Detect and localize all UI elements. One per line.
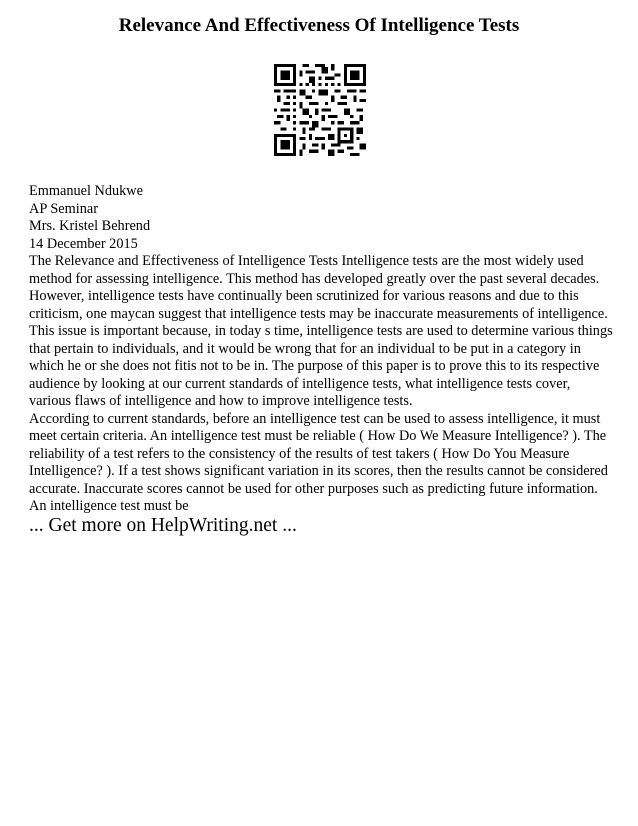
document-title: Relevance And Effectiveness Of Intelligence Tests — [118, 15, 520, 36]
document-body — [29, 183, 614, 516]
qr-code-icon — [274, 64, 366, 156]
author-name: Emmanuel Ndukwe — [29, 183, 143, 199]
course-name: AP Seminar — [29, 200, 98, 217]
paragraph-intro: The Relevance and Effectiveness of Intelligence Tests Intelligence tests are the most widely used method for assessing intelligence. This method has developed greatly over the past several decades. However, intelligence tests have continually been scrutinized for various reasons and due to this criticism, one maycan suggest that intelligence tests may be inaccurate measurements of intelligence. This issue is important because, in today s time, intelligence tests are used to determine various things that pertain to individuals, and it would be wrong that for an individual to be put in a category in which he or she does not fitis not to be in. The purpose of this paper is to prove this to its respective audience by looking at our current standards of intelligence tests, what intelligence tests cover, various flaws of intelligence and how to improve intelligence tests. — [29, 253, 613, 409]
teacher-name: Mrs. Kristel Behrend — [29, 218, 151, 234]
get-more-link[interactable]: ... Get more on HelpWriting.net ... — [29, 515, 297, 536]
document-date: 14 December 2015 — [29, 235, 138, 252]
paragraph-standards: According to current standards, before an intelligence test can be used to assess intelligence, it must meet certain criteria. An intelligence test must be reliable ( How Do We Measure Intelligence? ). The reliability of a test refers to the consistency of the results of test takers ( How Do You Measure Intelligence? ). If a test shows significant variation in its scores, then the results cannot be considered accurate. Inaccurate scores cannot be used for other purposes such as predicting future information. An intelligence test must be — [29, 410, 608, 514]
